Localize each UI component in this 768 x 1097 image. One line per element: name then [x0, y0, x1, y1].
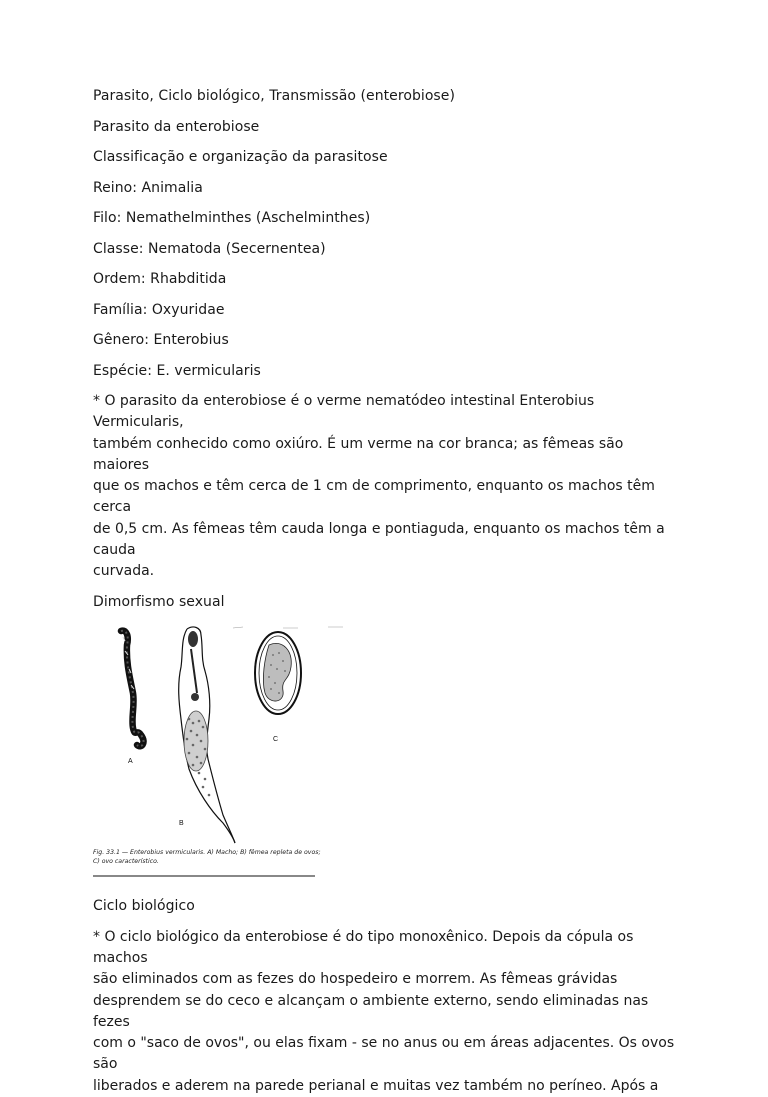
dimorphism-figure — [93, 623, 349, 885]
label-c: C — [273, 736, 279, 744]
doc-title: Parasito, Ciclo biológico, Transmissão (enterobiose) — [93, 88, 455, 104]
label-a: A — [128, 758, 133, 766]
parasite-paragraph-line: também conhecido como oxiúro. É um verme na cor branca; as fêmeas são maiores — [93, 435, 624, 473]
parasite-paragraph-line: * O parasito da enterobiose é o verme nematódeo intestinal Enterobius Vermicularis, — [93, 393, 595, 431]
label-b: B — [179, 820, 184, 828]
classification-order: Ordem: Rhabditida — [93, 271, 227, 287]
cycle-paragraph — [93, 927, 683, 1097]
dimorphism-heading: Dimorfismo sexual — [93, 594, 225, 611]
cycle-paragraph-line: com o "saco de ovos", ou elas fixam - se no anus ou em áreas adjacentes. Os ovos são — [93, 1035, 675, 1073]
female-worm-drawing — [179, 627, 235, 843]
worm-illustration — [93, 623, 349, 885]
figure-caption-continued: C) ovo característico. — [93, 858, 159, 866]
classification-class: Classe: Nematoda (Secernentea) — [93, 240, 326, 257]
egg-drawing — [255, 632, 301, 714]
document-page — [93, 86, 683, 1097]
cycle-paragraph-line: liberados e aderem na parede perianal e muitas vez também no períneo. Após a — [93, 1077, 659, 1094]
cycle-paragraph-line: * O ciclo biológico da enterobiose é do tipo monoxênico. Depois da cópula os machos — [93, 928, 634, 966]
parasite-paragraph-line: que os machos e têm cerca de 1 cm de comprimento, enquanto os machos têm cerca — [93, 478, 655, 516]
parasite-paragraph — [93, 391, 683, 583]
classification-phylum: Filo: Nemathelminthes (Aschelminthes) — [93, 210, 371, 226]
section-heading-classification: Classificação e organização da parasitose — [93, 149, 388, 165]
figure-caption: Fig. 33.1 — Enterobius vermicularis. A) Macho; B) fêmea repleta de ovos; — [93, 849, 321, 857]
classification-kingdom: Reino: Animalia — [93, 179, 203, 196]
male-worm-drawing — [121, 631, 144, 747]
cycle-paragraph-line: são eliminados com as fezes do hospedeiro e morrem. As fêmeas grávidas — [93, 971, 618, 988]
classification-genus: Gênero: Enterobius — [93, 332, 229, 348]
parasite-paragraph-line: curvada. — [93, 563, 155, 580]
cycle-heading: Ciclo biológico — [93, 898, 195, 915]
classification-species: Espécie: E. vermicularis — [93, 362, 261, 379]
cycle-paragraph-line: desprendem se do ceco e alcançam o ambiente externo, sendo eliminadas nas fezes — [93, 992, 649, 1030]
parasite-paragraph-line: de 0,5 cm. As fêmeas têm cauda longa e pontiaguda, enquanto os machos têm a cauda — [93, 520, 665, 559]
classification-family: Família: Oxyuridae — [93, 301, 225, 318]
section-heading-parasite: Parasito da enterobiose — [93, 118, 260, 135]
